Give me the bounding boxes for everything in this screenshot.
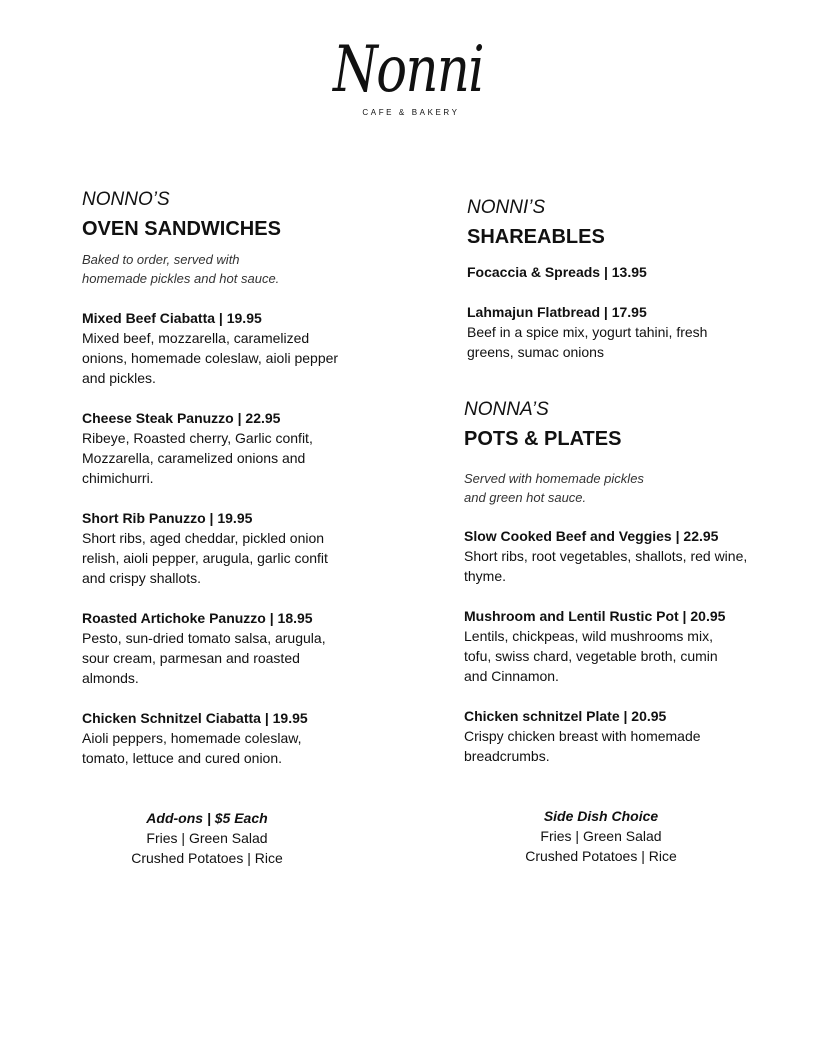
menu-item-title: Chicken Schnitzel Ciabatta | 19.95: [82, 710, 308, 726]
section-note: [82, 250, 342, 288]
footer-line: Crushed Potatoes | Rice: [131, 850, 283, 866]
section-heading: OVEN SANDWICHES: [82, 218, 281, 240]
menu-item-desc: Ribeye, Roasted cherry, Garlic confit, Mozzarella, caramelized onions and chimichurri.: [82, 430, 313, 486]
menu-item-title: Mixed Beef Ciabatta | 19.95: [82, 310, 262, 326]
section-note: [464, 469, 754, 507]
section-heading: POTS & PLATES: [464, 428, 622, 450]
menu-item-desc: Crispy chicken breast with homemade breadcrumbs.: [464, 728, 701, 764]
section-pots-plates-header: [464, 398, 754, 452]
brand-logo: [0, 30, 816, 117]
menu-item: [82, 608, 342, 688]
menu-item-desc: Lentils, chickpeas, wild mushrooms mix, tofu, swiss chard, vegetable broth, cumin and Cinnamon.: [464, 628, 718, 684]
menu-item: [464, 526, 754, 586]
note-line: Served with homemade pickles: [464, 471, 644, 486]
menu-item: [464, 606, 744, 686]
footer-line: Fries | Green Salad: [146, 830, 268, 846]
menu-item: [82, 308, 342, 388]
brand-name: Nonni: [333, 33, 483, 107]
section-kicker: NONNI’S: [467, 197, 546, 218]
menu-item: [467, 262, 757, 282]
footer-title: Side Dish Choice: [543, 808, 659, 824]
menu-item-title: Mushroom and Lentil Rustic Pot | 20.95: [464, 608, 726, 624]
footer-title: Add-ons | $5 Each: [146, 810, 268, 826]
menu-item-title: Short Rib Panuzzo | 19.95: [82, 510, 253, 526]
section-heading: SHAREABLES: [467, 226, 605, 248]
menu-item: [467, 302, 737, 362]
menu-item-desc: Aioli peppers, homemade coleslaw, tomato, lettuce and cured onion.: [82, 730, 302, 766]
section-kicker: NONNO’S: [82, 189, 170, 210]
menu-item-title: Roasted Artichoke Panuzzo | 18.95: [82, 610, 313, 626]
note-line: and green hot sauce.: [464, 490, 587, 505]
note-line: homemade pickles and hot sauce.: [82, 271, 280, 286]
menu-item-desc: Beef in a spice mix, yogurt tahini, fresh greens, sumac onions: [467, 324, 708, 360]
menu-item: [82, 708, 342, 768]
menu-item: [82, 508, 342, 588]
section-oven-sandwiches-header: [82, 188, 342, 242]
menu-item-desc: Pesto, sun-dried tomato salsa, arugula, sour cream, parmesan and roasted almonds.: [82, 630, 326, 686]
menu-item: [464, 706, 734, 766]
menu-item: [82, 408, 342, 488]
menu-item-desc: Short ribs, aged cheddar, pickled onion relish, aioli pepper, arugula, garlic confit and crispy shallots.: [82, 530, 328, 586]
brand-subtitle: CAFE & BAKERY: [362, 108, 460, 117]
note-line: Baked to order, served with: [82, 252, 240, 267]
footer-line: Crushed Potatoes | Rice: [525, 848, 677, 864]
menu-item-title: Lahmajun Flatbread | 17.95: [467, 304, 647, 320]
section-kicker: NONNA’S: [464, 399, 549, 420]
menu-item-title: Chicken schnitzel Plate | 20.95: [464, 708, 667, 724]
footer-line: Fries | Green Salad: [540, 828, 662, 844]
section-shareables-header: [467, 196, 757, 250]
menu-item-desc: Mixed beef, mozzarella, caramelized onions, homemade coleslaw, aioli pepper and pickles.: [82, 330, 339, 386]
menu-item-title: Focaccia & Spreads | 13.95: [467, 264, 647, 280]
addons-footer: [82, 808, 332, 868]
menu-item-title: Cheese Steak Panuzzo | 22.95: [82, 410, 281, 426]
menu-item-title: Slow Cooked Beef and Veggies | 22.95: [464, 528, 719, 544]
menu-item-desc: Short ribs, root vegetables, shallots, red wine, thyme.: [464, 548, 748, 584]
side-dish-footer: [476, 806, 726, 866]
